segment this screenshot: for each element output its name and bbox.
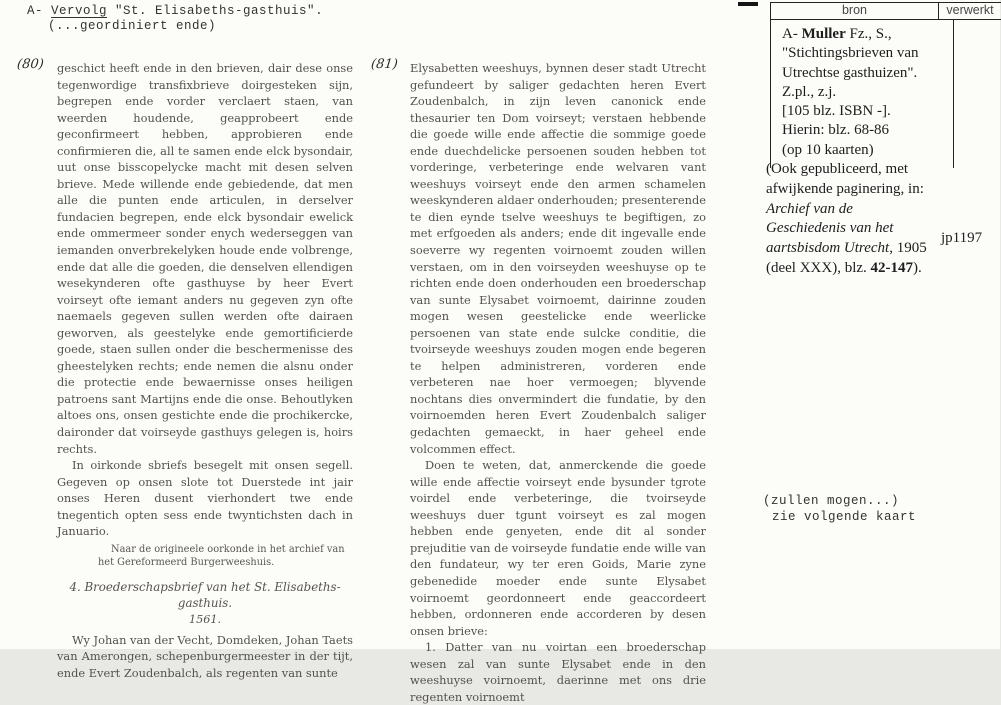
paragraph-elysabetten-weeshuys: Elysabetten weeshuys, bynnen deser stadt Utrecht gefundeert by saliger gedachten heren Evert Zoudenbalch, in zijn leven canonick ende thesaurier ten Dom voirseyt; verstaen hebbende die goede wille ende affectie die sommige goede ende duechdelicke persoenen souden hebben tot vorderinge, verbeteringe ende welvaren vant weeshuys voirseyt ende den armen schamelen weeskynderen aldaer onderhouden; presenterende te dien eynde tselve weeshuys te begiftigen, zo met erfgoeden als anders; ende dit ingevalle ende soeverre wy regenten voirnoemt zouden willen verstaen, om in den voirseyden weeshuyse op te richten ende doen onderhouden een broederschap van sunte Elysabet voirnoemt, dairinne zouden mogen wesen geestelicke ende weerlicke persoenen van state ende sulcke conditie, die tvoirseyde weeshuys zouden mogen ende begeren te helpen administreren, vorderen ende verbeteren nae hoer vermoegen; blyvende nochtans dies onvermindert die fundatie, by den voirnoemden heren Evert Zoudenbalch saliger gedachten gemaeckt, in haer geheel ende volcommen effect. (410, 61, 706, 456)
publication-note-journal: Archief van de Geschiedenis van het aartsbisdom Utrecht (766, 200, 894, 257)
column-header-verwerkt: verwerkt (946, 3, 994, 17)
publication-note-close: ). (913, 259, 922, 276)
column-header-bron: bron (771, 3, 939, 19)
paragraph-transfix-charter: geschict heeft ende in den brieven, dair dese onse tegenwordige transfixbrieve doirgesteken sijn, begrepen ende vorder verclaert staen, van weerden houdende, geapprobeert ende geconfirmeert hebben, approbieren ende confirmieren die, all te samen ende elck bysondair, uut onse bisscopelycke macht mit desen selven brieve. Mede willende ende gebiedende, dat men alle die punten ende articulen, in derselver fundacien begrepen, ende elck bysondair ewelick ende ommermeer sonder enych wederseggen van iemanden onverbrekelyken houde ende volbrenge, ende dat alle die goeden, die denselven ellendigen wesekynderen ofte gasthuyse by heer Evert voirseyt ofte iemant anders nu gegeven zyn ofte naemaels gegeven sullen werden ofte dairaen geworven, als geestelyke ende gemortificierde goede, staen sullen onder die beschermenisse des gheestelyken rechts; ende nemen die alsnu onder die protectie ende bewaernisse onses heiligen patroens sant Martijns ende die onse. Behoutlyken altoes ons, onsen gestichte ende die prochikercke, daironder dat voirseyde gasthuys gelegen is, hoirs rechts. (57, 61, 353, 456)
left-text-column (57, 60, 353, 681)
publication-note-text: (Ook gepubliceerd, met afwijkende paginering, in: (766, 161, 924, 197)
publication-note-pages: 42-147 (870, 259, 914, 276)
paragraph-doen-te-weten: Doen te weten, dat, anmerckende die goede wille ende affectie voirseyt ende bysunder tgrote voirdel ende verbeteringe, die tvoirseyde weeshuys duer tgunt voirseyt es zal mogen hebben ende genyeten, ende dit al sonder prejuditie van de voirseyde fundatie ende wille van den fundateur, wy ter eren Goids, Marie zyne gebenedide moeder ende sunte Elysabet voirnoemt geordonneert ende geaccordeert hebben, ordonneren ende accorderen by desen onsen brieve: (410, 458, 706, 638)
margin-dash-mark (738, 2, 758, 6)
typed-title-prefix: A- (27, 4, 52, 18)
reference-line: (op 10 kaarten) (782, 141, 874, 158)
reference-author-suffix: Fz., S., (845, 26, 892, 42)
card-body-row (771, 20, 1001, 168)
reference-line: Z.pl., z.j. (782, 83, 837, 100)
typed-title-line2: (...geordiniert ende) (48, 19, 217, 33)
typed-title-rest: "St. Elisabeths-gasthuis". (107, 4, 324, 18)
handwritten-page-marker-81: (81) (370, 57, 399, 72)
bron-cell-reference (771, 20, 954, 168)
typed-title-underlined: Vervolg (51, 4, 108, 18)
handwritten-page-marker-80: (80) (16, 57, 45, 72)
section-year: 1561. (188, 612, 222, 626)
paragraph-oirkonde: In oirkonde sbriefs besegelt mit onsen segell. Gegeven op onsen slote tot Duerstede int jair onses Heren dusent vierhondert twe ende tnegentich opten sess ende twyntichsten dach in Januario. (57, 458, 353, 539)
reference-author: Muller (801, 26, 846, 42)
section-heading-broederschapsbrief: 4. Broederschapsbrief van het St. Elisabeths-gasthuis. (69, 579, 341, 611)
typed-title-line1 (27, 4, 323, 19)
paragraph-regenten-intro: Wy Johan van der Vecht, Domdeken, Johan Taets van Amerongen, schepenburgermeester in der tijt, ende Evert Zoudenbalch, als regenten van sunte (57, 632, 353, 680)
typed-note-line2: zie volgende kaart (772, 510, 917, 524)
publication-note-volume: , 1905 (deel XXX), blz. (766, 240, 927, 276)
source-index-card (770, 2, 1001, 168)
reference-line: Hierin: blz. 68-86 (782, 122, 890, 139)
reference-line: "Stichtingsbrieven van (782, 45, 919, 62)
typed-note-line1: (zullen mogen...) (763, 494, 900, 508)
card-code-jp1197: jp1197 (941, 230, 983, 246)
reference-author-line (782, 25, 949, 44)
typed-continuation-note (763, 493, 916, 525)
typed-card-title (27, 4, 323, 34)
reference-line: Utrechtse gasthuizen". (782, 64, 918, 81)
reference-line: [105 blz. ISBN -]. (782, 103, 891, 120)
publication-note (766, 160, 932, 279)
paragraph-article-1: 1. Datter van nu voirtan een broederschap wesen zal van sunte Elysabet ende in den weeshuyse voirnoemt, daerinne met ons drie regenten voirnoemt (410, 640, 706, 704)
card-header-row (771, 3, 1001, 20)
reference-prefix: A- (782, 26, 802, 42)
verwerkt-cell-empty (954, 20, 1001, 168)
middle-text-column (410, 60, 706, 705)
source-attribution: Naar de origineele oorkonde in het archief van het Gereformeerd Burgerweeshuis. (98, 543, 345, 568)
